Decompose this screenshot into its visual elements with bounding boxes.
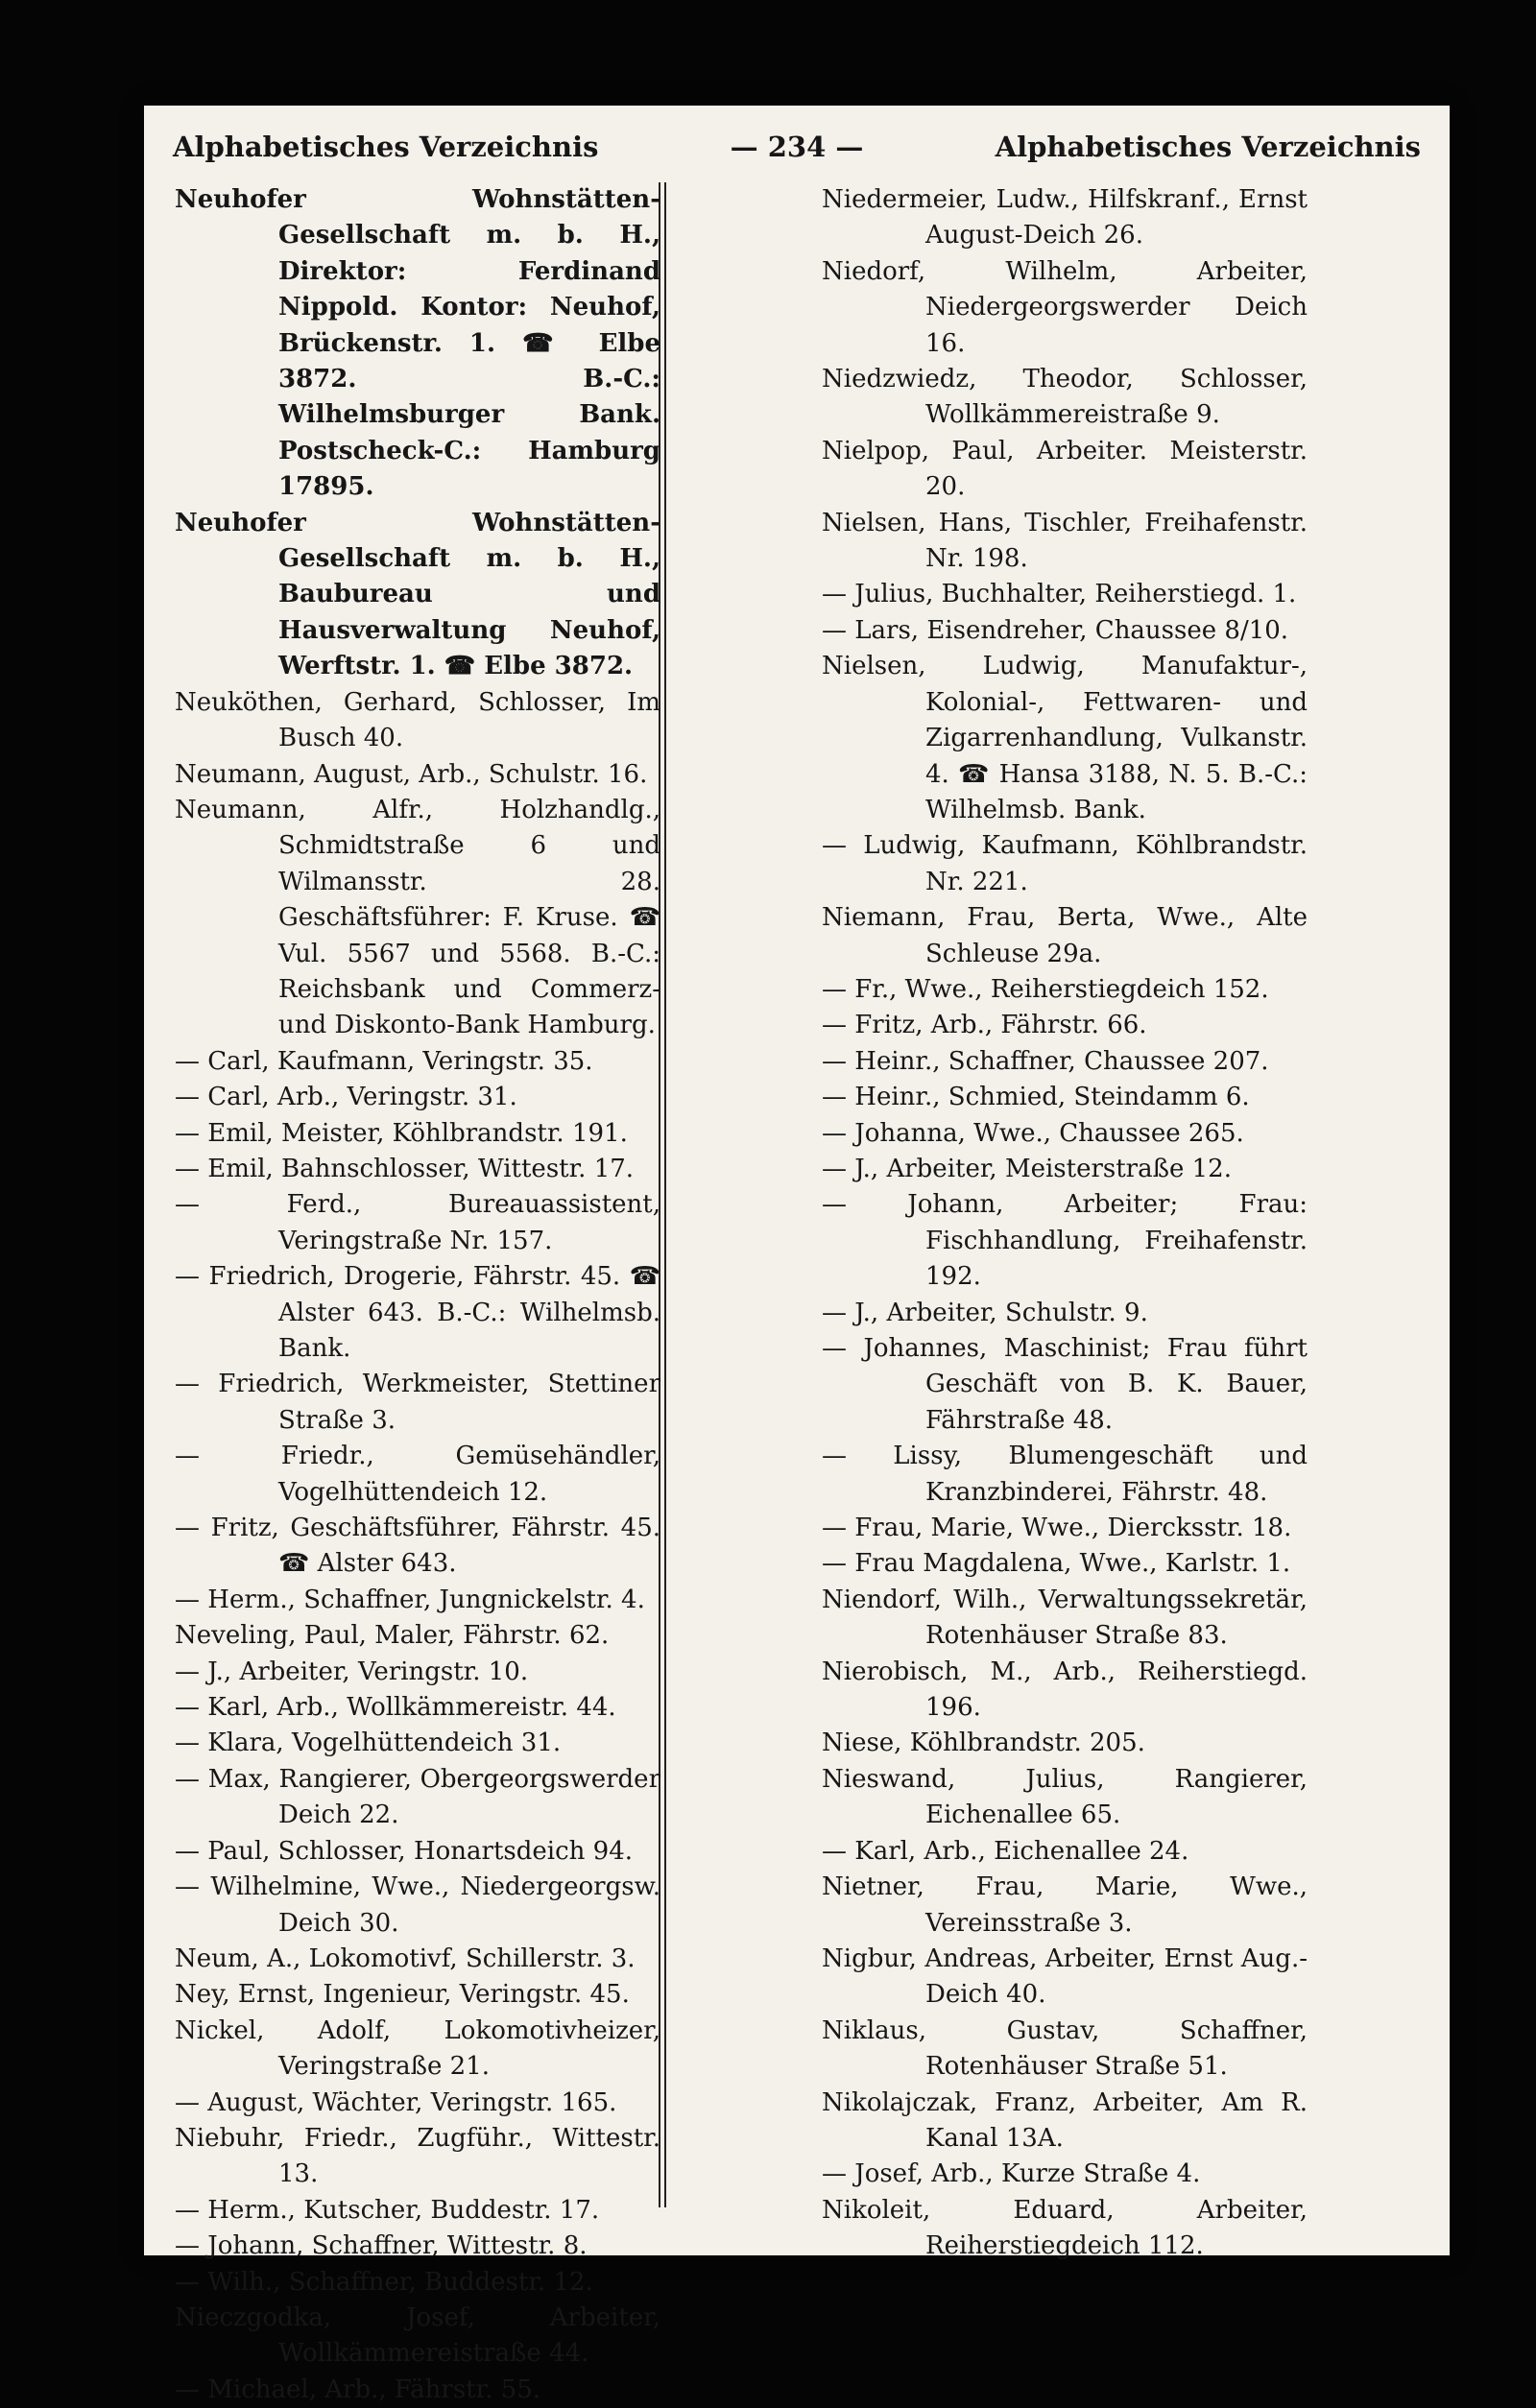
left-column bbox=[175, 182, 660, 2408]
directory-entry: Neum, A., Lokomotivf, Schillerstr. 3. bbox=[175, 1943, 636, 1973]
directory-entry: — Wilh., Schaffner, Buddestr. 12. bbox=[175, 2267, 593, 2297]
directory-entry: Niklaus, Gustav, Schaffner, Rotenhäuser Straße 51. bbox=[822, 2015, 1308, 2082]
directory-entry: Nielpop, Paul, Arbeiter. Meisterstr. 20. bbox=[822, 436, 1308, 502]
directory-entry: — Fr., Wwe., Reiherstiegdeich 152. bbox=[822, 974, 1269, 1004]
directory-entry: — Fritz, Geschäftsführer, Fährstr. 45. ☎ Alster 643. bbox=[175, 1514, 660, 1579]
directory-entry: — Karl, Arb., Eichenallee 24. bbox=[822, 1836, 1189, 1866]
directory-entry: Niendorf, Wilh., Verwaltungssekretär, Rotenhäuser Straße 83. bbox=[822, 1585, 1308, 1651]
directory-entry: Nielsen, Hans, Tischler, Freihafenstr. Nr. 198. bbox=[822, 508, 1308, 574]
directory-entry: — Friedrich, Drogerie, Fährstr. 45. ☎ Alster 643. B.-C.: Wilhelmsb. Bank. bbox=[175, 1262, 660, 1363]
directory-entry: Niedzwiedz, Theodor, Schlosser, Wollkämmereistraße 9. bbox=[822, 365, 1308, 430]
directory-entry: — Julius, Buchhalter, Reiherstiegd. 1. bbox=[822, 580, 1297, 609]
directory-entry: — Carl, Arb., Veringstr. 31. bbox=[175, 1083, 517, 1112]
directory-entry: Nielsen, Ludwig, Manufaktur-, Kolonial-, Fettwaren- und Zigarrenhandlung, Vulkanstr. 4. ☎ Hansa 3188, N. 5. B.-C.: Wilhelmsb. Bank. bbox=[822, 652, 1308, 824]
directory-entry: — Johann, Arbeiter; Frau: Fischhandlung, Freihafenstr. 192. bbox=[822, 1190, 1308, 1292]
directory-entry: Neuhofer Wohnstätten-Gesellschaft m. b. H., Direktor: Ferdinand Nippold. Kontor: Neuhof, Brückenstr. 1. ☎ Elbe 3872. B.-C.: Wilhelmsburger Bank. Postscheck-C.: Hamburg 17895. bbox=[175, 185, 660, 502]
directory-entry: — Lars, Eisendreher, Chaussee 8/10. bbox=[822, 615, 1289, 645]
directory-entry: — Friedr., Gemüsehändler, Vogelhüttendeich 12. bbox=[175, 1442, 660, 1507]
directory-entry: Neumann, Alfr., Holzhandlg., Schmidtstraße 6 und Wilmansstr. 28. Geschäftsführer: F. Kruse. ☎ Vul. 5567 und 5568. B.-C.: Reichsbank und Commerz- und Diskonto-Bank Hamburg. bbox=[175, 795, 660, 1040]
directory-entry: Neveling, Paul, Maler, Fährstr. 62. bbox=[175, 1621, 610, 1651]
directory-entry: Niemann, Frau, Berta, Wwe., Alte Schleuse 29a. bbox=[822, 903, 1308, 968]
directory-entry: — Emil, Bahnschlosser, Wittestr. 17. bbox=[175, 1154, 635, 1183]
directory-entry: Nigbur, Andreas, Arbeiter, Ernst Aug.-Deich 40. bbox=[822, 1943, 1308, 2010]
directory-page bbox=[144, 106, 1450, 2404]
directory-entry: Neumann, August, Arb., Schulstr. 16. bbox=[175, 759, 648, 789]
directory-entry: Niese, Köhlbrandstr. 205. bbox=[822, 1729, 1145, 1758]
directory-entry: Nierobisch, M., Arb., Reiherstiegd. 196. bbox=[822, 1657, 1308, 1723]
directory-entry: — J., Arbeiter, Schulstr. 9. bbox=[822, 1298, 1148, 1327]
directory-entry: — Karl, Arb., Wollkämmereistr. 44. bbox=[175, 1693, 616, 1723]
directory-entry: — Paul, Schlosser, Honartsdeich 94. bbox=[175, 1836, 634, 1866]
header-left-title: Alphabetisches Verzeichnis bbox=[173, 131, 599, 163]
page-header bbox=[173, 123, 1421, 171]
directory-entry: — Klara, Vogelhüttendeich 31. bbox=[175, 1729, 562, 1758]
directory-entry: Neuköthen, Gerhard, Schlosser, Im Busch 40. bbox=[175, 687, 660, 753]
directory-entry: — Johannes, Maschinist; Frau führt Geschäft von B. K. Bauer, Fährstraße 48. bbox=[822, 1334, 1308, 1435]
directory-entry: Neuhofer Wohnstätten-Gesellschaft m. b. H., Baubureau und Hausverwaltung Neuhof, Werftstr. 1. ☎ Elbe 3872. bbox=[175, 508, 660, 681]
directory-entry: — Emil, Meister, Köhlbrandstr. 191. bbox=[175, 1118, 628, 1148]
directory-entry: — Wilhelmine, Wwe., Niedergeorgsw. Deich 30. bbox=[175, 1872, 660, 1938]
directory-entry: — Heinr., Schmied, Steindamm 6. bbox=[822, 1083, 1250, 1112]
directory-entry: — J., Arbeiter, Veringstr. 10. bbox=[175, 1657, 529, 1686]
directory-entry: Nickel, Adolf, Lokomotivheizer, Veringstraße 21. bbox=[175, 2015, 660, 2082]
directory-entry: Nikolajczak, Franz, Arbeiter, Am R. Kanal 13A. bbox=[822, 2087, 1308, 2153]
directory-entry: — Frau, Marie, Wwe., Diercksstr. 18. bbox=[822, 1514, 1292, 1543]
directory-entry: — Ludwig, Kaufmann, Köhlbrandstr. Nr. 221. bbox=[822, 831, 1308, 896]
directory-entry: — J., Arbeiter, Meisterstraße 12. bbox=[822, 1154, 1232, 1183]
right-column bbox=[822, 182, 1308, 2265]
directory-entry: Niedorf, Wilhelm, Arbeiter, Niedergeorgswerder Deich 16. bbox=[822, 256, 1308, 358]
directory-entry: Nieswand, Julius, Rangierer, Eichenallee 65. bbox=[822, 1764, 1308, 1830]
directory-entry: — Josef, Arb., Kurze Straße 4. bbox=[822, 2159, 1201, 2189]
directory-entry: Niedermeier, Ludw., Hilfskranf., Ernst August-Deich 26. bbox=[822, 185, 1308, 250]
directory-entry: Nikoleit, Eduard, Arbeiter, Reiherstiegdeich 112. bbox=[822, 2195, 1308, 2261]
directory-entry: Ney, Ernst, Ingenieur, Veringstr. 45. bbox=[175, 1980, 630, 2010]
directory-entry: Nietner, Frau, Marie, Wwe., Vereinsstraße 3. bbox=[822, 1872, 1308, 1938]
directory-entry: — Carl, Kaufmann, Veringstr. 35. bbox=[175, 1046, 593, 1076]
directory-entry: — Johann, Schaffner, Wittestr. 8. bbox=[175, 2231, 588, 2261]
page-number: — 234 — bbox=[730, 131, 864, 163]
header-right-title: Alphabetisches Verzeichnis bbox=[995, 131, 1421, 163]
directory-entry: — Herm., Kutscher, Buddestr. 17. bbox=[175, 2195, 600, 2225]
directory-entry: — Frau Magdalena, Wwe., Karlstr. 1. bbox=[822, 1549, 1291, 1579]
directory-entry: Niebuhr, Friedr., Zugführ., Wittestr. 13. bbox=[175, 2123, 660, 2189]
directory-entry: Nieczgodka, Josef, Arbeiter, Wollkämmereistraße 44. bbox=[175, 2302, 660, 2369]
directory-entry: — Michael, Arb., Fährstr. 55. bbox=[175, 2374, 541, 2404]
directory-entry: — Lissy, Blumengeschäft und Kranzbinderei, Fährstr. 48. bbox=[822, 1442, 1308, 1507]
directory-entry: — Max, Rangierer, Obergeorgswerder Deich 22. bbox=[175, 1764, 660, 1830]
directory-entry: — Herm., Schaffner, Jungnickelstr. 4. bbox=[175, 1585, 645, 1614]
directory-entry: — Fritz, Arb., Fährstr. 66. bbox=[822, 1011, 1147, 1040]
directory-entry: — Ferd., Bureauassistent, Veringstraße Nr. 157. bbox=[175, 1190, 660, 1255]
directory-entry: — Heinr., Schaffner, Chaussee 207. bbox=[822, 1046, 1269, 1076]
directory-entry: — Johanna, Wwe., Chaussee 265. bbox=[822, 1118, 1244, 1148]
directory-entry: — Friedrich, Werkmeister, Stettiner Straße 3. bbox=[175, 1370, 660, 1435]
directory-entry: — August, Wächter, Veringstr. 165. bbox=[175, 2087, 617, 2117]
